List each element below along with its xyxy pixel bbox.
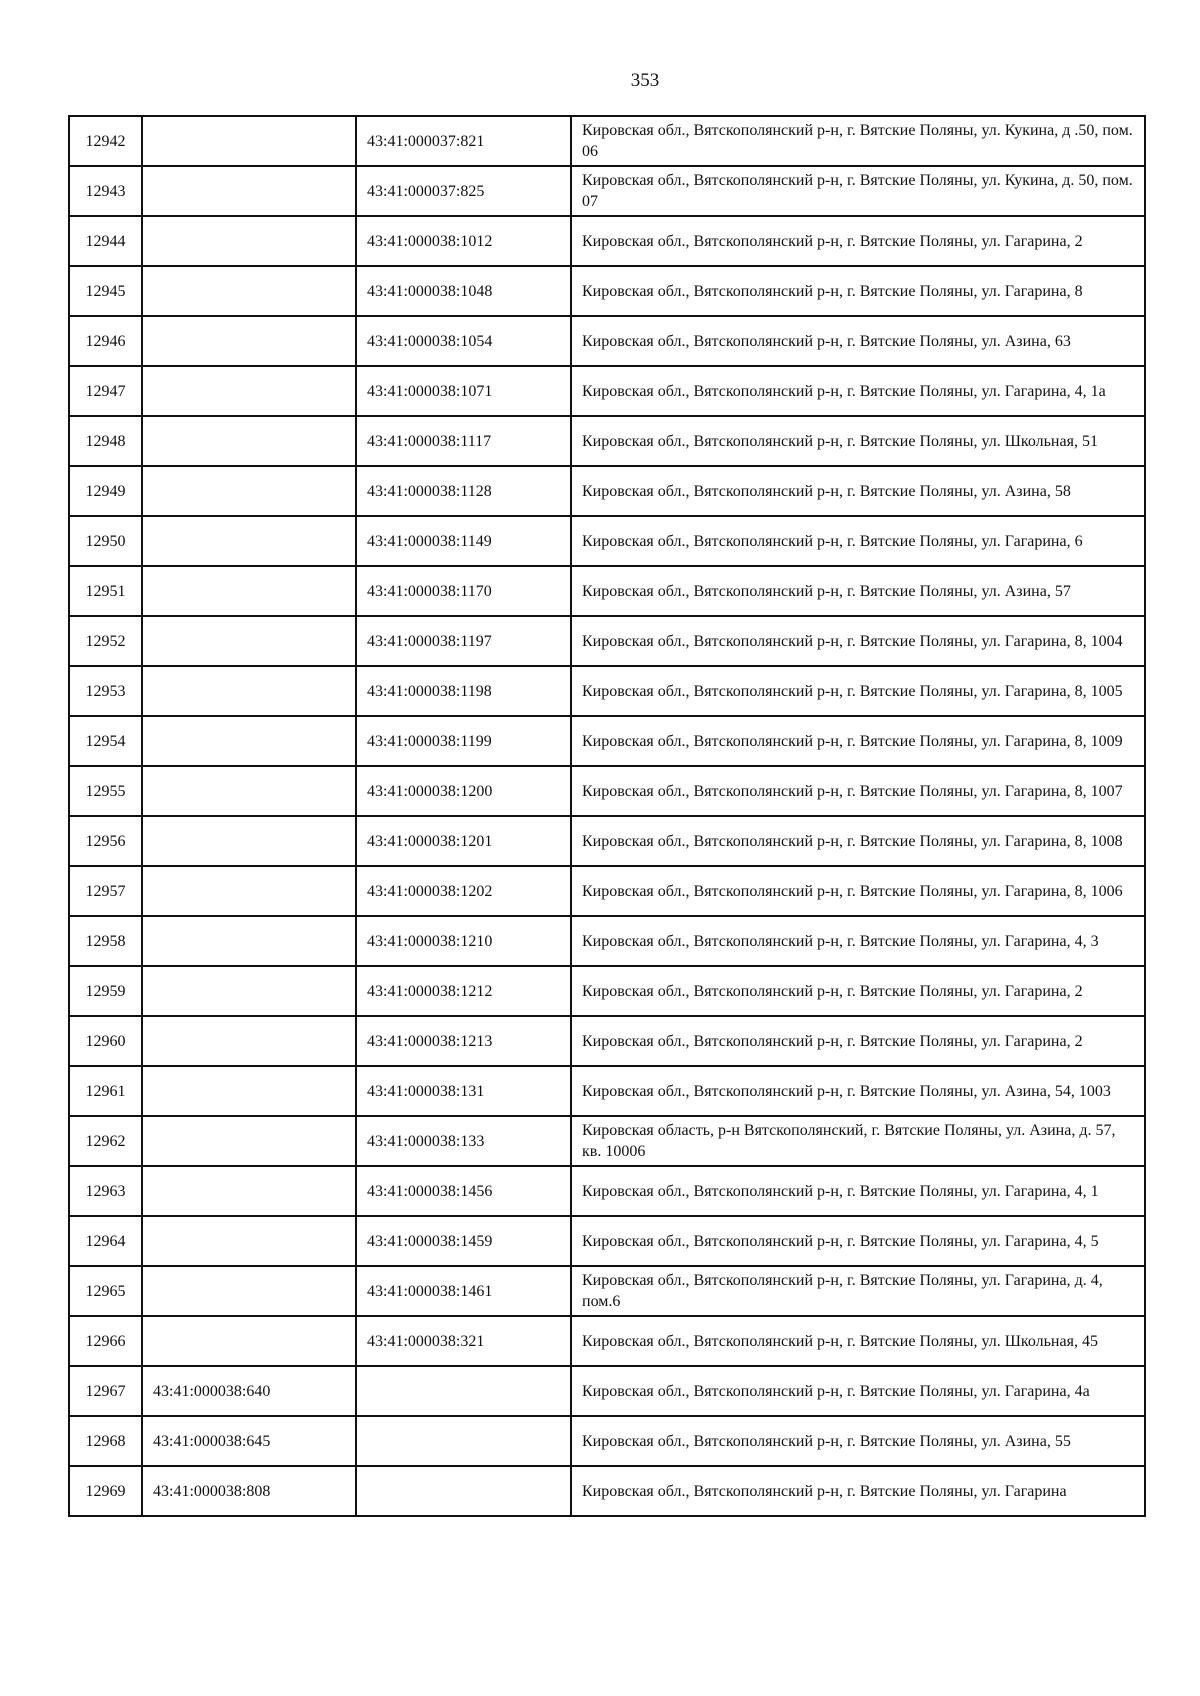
address-cell: Кировская обл., Вятскополянский р-н, г. Вятские Поляны, ул. Гагарина, 4, 1а: [571, 366, 1145, 416]
cadastral-number-a-cell: [142, 916, 356, 966]
cadastral-number-a-cell: [142, 516, 356, 566]
registry-table: [68, 115, 1146, 1517]
address-cell: Кировская обл., Вятскополянский р-н, г. Вятские Поляны, ул. Гагарина, 6: [571, 516, 1145, 566]
address-cell: Кировская обл., Вятскополянский р-н, г. Вятские Поляны, ул. Азина, 54, 1003: [571, 1066, 1145, 1116]
cadastral-number-b-cell: 43:41:000038:1054: [356, 316, 571, 366]
table-row: [69, 1416, 1145, 1466]
row-number-cell: 12952: [69, 616, 142, 666]
address-cell: Кировская обл., Вятскополянский р-н, г. Вятские Поляны, ул. Гагарина, 8, 1009: [571, 716, 1145, 766]
cadastral-number-b-cell: 43:41:000037:821: [356, 116, 571, 166]
row-number-cell: 12950: [69, 516, 142, 566]
cadastral-number-b-cell: 43:41:000038:1128: [356, 466, 571, 516]
table-row: [69, 166, 1145, 216]
cadastral-number-a-cell: [142, 466, 356, 516]
address-cell: Кировская обл., Вятскополянский р-н, г. Вятские Поляны, ул. Гагарина, 8, 1007: [571, 766, 1145, 816]
cadastral-number-b-cell: 43:41:000038:1459: [356, 1216, 571, 1266]
table-row: [69, 266, 1145, 316]
table-row: [69, 566, 1145, 616]
cadastral-number-b-cell: [356, 1416, 571, 1466]
cadastral-number-a-cell: [142, 816, 356, 866]
cadastral-number-a-cell: [142, 1216, 356, 1266]
cadastral-number-b-cell: 43:41:000038:1071: [356, 366, 571, 416]
row-number-cell: 12948: [69, 416, 142, 466]
cadastral-number-b-cell: 43:41:000038:1048: [356, 266, 571, 316]
cadastral-number-a-cell: 43:41:000038:640: [142, 1366, 356, 1416]
address-cell: Кировская обл., Вятскополянский р-н, г. Вятские Поляны, ул. Гагарина, 8, 1006: [571, 866, 1145, 916]
cadastral-number-b-cell: [356, 1366, 571, 1416]
row-number-cell: 12956: [69, 816, 142, 866]
cadastral-number-b-cell: 43:41:000038:1213: [356, 1016, 571, 1066]
cadastral-number-b-cell: 43:41:000038:1201: [356, 816, 571, 866]
row-number-cell: 12957: [69, 866, 142, 916]
cadastral-number-b-cell: 43:41:000038:131: [356, 1066, 571, 1116]
address-cell: Кировская обл., Вятскополянский р-н, г. Вятские Поляны, ул. Гагарина, 4а: [571, 1366, 1145, 1416]
row-number-cell: 12951: [69, 566, 142, 616]
cadastral-number-a-cell: [142, 1316, 356, 1366]
row-number-cell: 12969: [69, 1466, 142, 1516]
address-cell: Кировская обл., Вятскополянский р-н, г. Вятские Поляны, ул. Гагарина, 8: [571, 266, 1145, 316]
row-number-cell: 12964: [69, 1216, 142, 1266]
table-row: [69, 866, 1145, 916]
cadastral-number-b-cell: [356, 1466, 571, 1516]
table-row: [69, 516, 1145, 566]
address-cell: Кировская область, р-н Вятскополянский, г. Вятские Поляны, ул. Азина, д. 57, кв. 10006: [571, 1116, 1145, 1166]
address-cell: Кировская обл., Вятскополянский р-н, г. Вятские Поляны, ул. Кукина, д .50, пом. 06: [571, 116, 1145, 166]
row-number-cell: 12965: [69, 1266, 142, 1316]
table-row: [69, 466, 1145, 516]
cadastral-number-b-cell: 43:41:000038:1117: [356, 416, 571, 466]
address-cell: Кировская обл., Вятскополянский р-н, г. Вятские Поляны, ул. Гагарина, 4, 5: [571, 1216, 1145, 1266]
address-cell: Кировская обл., Вятскополянский р-н, г. Вятские Поляны, ул. Азина, 55: [571, 1416, 1145, 1466]
cadastral-number-b-cell: 43:41:000038:1197: [356, 616, 571, 666]
table-row: [69, 916, 1145, 966]
table-row: [69, 666, 1145, 716]
row-number-cell: 12966: [69, 1316, 142, 1366]
table-row: [69, 766, 1145, 816]
cadastral-number-a-cell: [142, 166, 356, 216]
cadastral-number-a-cell: [142, 1116, 356, 1166]
row-number-cell: 12963: [69, 1166, 142, 1216]
cadastral-number-a-cell: [142, 416, 356, 466]
page-number: 353: [630, 70, 660, 91]
cadastral-number-b-cell: 43:41:000038:321: [356, 1316, 571, 1366]
cadastral-number-a-cell: [142, 866, 356, 916]
table-row: [69, 366, 1145, 416]
cadastral-number-b-cell: 43:41:000038:1212: [356, 966, 571, 1016]
table-row: [69, 1116, 1145, 1166]
row-number-cell: 12945: [69, 266, 142, 316]
row-number-cell: 12962: [69, 1116, 142, 1166]
address-cell: Кировская обл., Вятскополянский р-н, г. Вятские Поляны, ул. Гагарина, д. 4, пом.6: [571, 1266, 1145, 1316]
row-number-cell: 12954: [69, 716, 142, 766]
cadastral-number-a-cell: [142, 566, 356, 616]
row-number-cell: 12961: [69, 1066, 142, 1116]
table-row: [69, 1266, 1145, 1316]
cadastral-number-a-cell: [142, 266, 356, 316]
address-cell: Кировская обл., Вятскополянский р-н, г. Вятские Поляны, ул. Гагарина, 4, 3: [571, 916, 1145, 966]
cadastral-number-a-cell: [142, 1266, 356, 1316]
row-number-cell: 12944: [69, 216, 142, 266]
table-row: [69, 1216, 1145, 1266]
cadastral-number-a-cell: [142, 316, 356, 366]
table-row: [69, 316, 1145, 366]
address-cell: Кировская обл., Вятскополянский р-н, г. Вятские Поляны, ул. Школьная, 45: [571, 1316, 1145, 1366]
cadastral-number-a-cell: [142, 1016, 356, 1066]
cadastral-number-b-cell: 43:41:000038:133: [356, 1116, 571, 1166]
cadastral-number-b-cell: 43:41:000038:1149: [356, 516, 571, 566]
address-cell: Кировская обл., Вятскополянский р-н, г. Вятские Поляны, ул. Гагарина: [571, 1466, 1145, 1516]
row-number-cell: 12960: [69, 1016, 142, 1066]
table-row: [69, 116, 1145, 166]
row-number-cell: 12958: [69, 916, 142, 966]
cadastral-number-a-cell: [142, 766, 356, 816]
cadastral-number-b-cell: 43:41:000038:1012: [356, 216, 571, 266]
cadastral-number-a-cell: 43:41:000038:808: [142, 1466, 356, 1516]
cadastral-number-b-cell: 43:41:000038:1199: [356, 716, 571, 766]
address-cell: Кировская обл., Вятскополянский р-н, г. Вятские Поляны, ул. Гагарина, 8, 1008: [571, 816, 1145, 866]
row-number-cell: 12953: [69, 666, 142, 716]
address-cell: Кировская обл., Вятскополянский р-н, г. Вятские Поляны, ул. Гагарина, 8, 1004: [571, 616, 1145, 666]
cadastral-number-a-cell: [142, 716, 356, 766]
table-row: [69, 1016, 1145, 1066]
address-cell: Кировская обл., Вятскополянский р-н, г. Вятские Поляны, ул. Гагарина, 2: [571, 1016, 1145, 1066]
cadastral-number-a-cell: [142, 366, 356, 416]
table-row: [69, 1366, 1145, 1416]
cadastral-number-a-cell: [142, 966, 356, 1016]
cadastral-number-a-cell: [142, 116, 356, 166]
row-number-cell: 12946: [69, 316, 142, 366]
row-number-cell: 12949: [69, 466, 142, 516]
table-row: [69, 1066, 1145, 1116]
table-row: [69, 616, 1145, 666]
table-row: [69, 216, 1145, 266]
cadastral-number-a-cell: [142, 216, 356, 266]
cadastral-number-a-cell: [142, 1166, 356, 1216]
cadastral-number-b-cell: 43:41:000038:1198: [356, 666, 571, 716]
table-row: [69, 1466, 1145, 1516]
cadastral-number-b-cell: 43:41:000038:1202: [356, 866, 571, 916]
cadastral-number-a-cell: [142, 666, 356, 716]
address-cell: Кировская обл., Вятскополянский р-н, г. Вятские Поляны, ул. Гагарина, 4, 1: [571, 1166, 1145, 1216]
cadastral-number-b-cell: 43:41:000038:1461: [356, 1266, 571, 1316]
address-cell: Кировская обл., Вятскополянский р-н, г. Вятские Поляны, ул. Школьная, 51: [571, 416, 1145, 466]
cadastral-number-a-cell: [142, 1066, 356, 1116]
address-cell: Кировская обл., Вятскополянский р-н, г. Вятские Поляны, ул. Азина, 57: [571, 566, 1145, 616]
cadastral-number-b-cell: 43:41:000038:1200: [356, 766, 571, 816]
registry-table-body: [69, 116, 1145, 1516]
cadastral-number-b-cell: 43:41:000038:1456: [356, 1166, 571, 1216]
row-number-cell: 12967: [69, 1366, 142, 1416]
cadastral-number-b-cell: 43:41:000037:825: [356, 166, 571, 216]
cadastral-number-a-cell: 43:41:000038:645: [142, 1416, 356, 1466]
table-row: [69, 1316, 1145, 1366]
address-cell: Кировская обл., Вятскополянский р-н, г. Вятские Поляны, ул. Кукина, д. 50, пом. 07: [571, 166, 1145, 216]
cadastral-number-b-cell: 43:41:000038:1170: [356, 566, 571, 616]
table-row: [69, 816, 1145, 866]
address-cell: Кировская обл., Вятскополянский р-н, г. Вятские Поляны, ул. Азина, 58: [571, 466, 1145, 516]
address-cell: Кировская обл., Вятскополянский р-н, г. Вятские Поляны, ул. Гагарина, 2: [571, 216, 1145, 266]
table-row: [69, 966, 1145, 1016]
cadastral-number-b-cell: 43:41:000038:1210: [356, 916, 571, 966]
address-cell: Кировская обл., Вятскополянский р-н, г. Вятские Поляны, ул. Азина, 63: [571, 316, 1145, 366]
row-number-cell: 12959: [69, 966, 142, 1016]
address-cell: Кировская обл., Вятскополянский р-н, г. Вятские Поляны, ул. Гагарина, 8, 1005: [571, 666, 1145, 716]
row-number-cell: 12955: [69, 766, 142, 816]
table-row: [69, 416, 1145, 466]
cadastral-number-a-cell: [142, 616, 356, 666]
row-number-cell: 12968: [69, 1416, 142, 1466]
row-number-cell: 12943: [69, 166, 142, 216]
table-row: [69, 1166, 1145, 1216]
table-row: [69, 716, 1145, 766]
address-cell: Кировская обл., Вятскополянский р-н, г. Вятские Поляны, ул. Гагарина, 2: [571, 966, 1145, 1016]
row-number-cell: 12942: [69, 116, 142, 166]
row-number-cell: 12947: [69, 366, 142, 416]
